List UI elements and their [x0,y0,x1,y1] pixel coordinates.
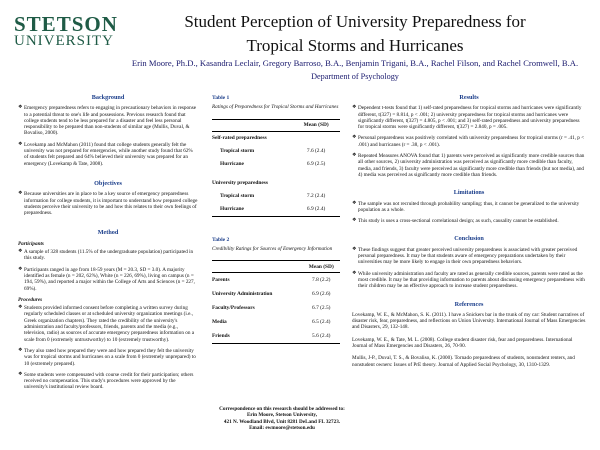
table1-label: Table 1 [212,95,230,101]
table1-row-label: Hurricane [220,160,244,167]
table1-row-label: Tropical storm [220,192,255,199]
table1-row-value: 7.2 (2.4) [306,192,326,199]
table1-caption: Ratings of Preparedness for Tropical Storms and Hurricanes [212,104,339,111]
procedures-bullet: ❖ Students provided informed consent before completing a written survey during regularly scheduled classes or at scheduled university organization meetings (i.e., Greek organization chapters). They rated the credibility of the university's administration and faculty/professors, friends, parents and the media (e.g., television, radio) as sources of accurate emergency preparedness information on a scale from 0 (extremely untrustworthy) to 10 (extremely trustworthy). [18,305,198,343]
results-bullet: ❖ Dependent t-tests found that 1) self-rated preparedness for tropical storms and hurricanes were significantly different, t(327) = 8.814, p < .001; 2) university preparedness for tropical storms and hurricanes were significantly different, t(327) = 4.805, p < .001; and 3) self-rated preparedness and university preparedness for tropical storms were significantly different, t(327) = 2.840, p = .005. [352,105,586,130]
table2-row-label: Friends [212,329,302,344]
poster-title [120,10,590,58]
table1-row-value: 7.6 (2.4) [306,147,326,154]
stetson-logo [14,12,118,49]
table2-row-label: Faculty/Professors [212,305,255,312]
table1-col-header: Mean (SD) [292,119,340,131]
table1-group-label: University preparedness [212,179,268,186]
table2-label: Table 2 [212,236,230,243]
procedures-subheading: Procedures [18,296,43,303]
left-column [18,95,198,396]
conclusion-bullet: ❖ While university administration and faculty are rated as generally credible sources, parents were rated as the most credible. It may be that providing information to parents about discussing emergency preparedness with their children may be an effective approach to increase student preparedness. [352,271,586,290]
results-bullet: ❖ Repeated Measures ANOVA found that 1) parents were perceived as significantly more credible sources than all other sources, 2) university administration was perceived as significantly more credible than faculty, media, and friends, 3) faculty were perceived as significantly more credible than friends (but not media), and 4) media was perceived as significantly more credible than friends. [352,153,586,178]
logo-line-1: STETSON [14,12,118,36]
right-column [352,95,586,374]
participants-bullet: ❖ Participants ranged in age from 18-59 years (M = 20.3, SD = 3.0). A majority identified as female (n = 202, 62%), White (n = 226, 69%), living on campus (n = 194, 59%), and reported a major within the College of Arts and Sciences (n = 227, 69%). [18,267,198,292]
results-heading: Results [459,94,479,101]
limitations-bullet: ❖ The sample was not recruited through probability sampling; thus, it cannot be generalized to the university population as a whole. [352,201,586,214]
table2-row-value: 5.6 (2.4) [302,329,340,344]
table2-row-label: University Administration [212,291,273,298]
logo-line-2: UNIVERSITY [14,33,114,49]
table1-row-label: Hurricane [212,203,292,217]
contact-email: Email: ewmoore@stetson.edu [249,424,315,431]
background-bullet: ❖ Lovekamp and McMahon (2011) found that college students generally felt the university was not prepared for emergencies, while another study found that 62% of students felt prepared and 64% believed their university was prepared for an emergency (Lovekamp & Tate, 2008). [18,142,198,167]
results-bullet: ❖ Personal preparedness was positively correlated with university preparedness for tropical storms (r = .41, p < .001) and hurricanes (r = .38, p < .001). [352,135,586,148]
table1-row-label: Tropical storm [220,147,255,154]
table2-row-value: 6.9 (2.6) [312,291,331,298]
table2-row-value: 6.7 (2.5) [312,305,331,312]
table2-row-value: 6.5 (2.4) [312,319,331,326]
table2-row-label: Media [212,319,227,326]
reference-item: Lovekamp, W. E., & Tate, M. L. (2008). College student disaster risk, fear and preparedness. International Journal of Mass Emergencies and Disasters, 26, 70-90. [352,336,573,350]
conclusion-bullet: ❖ These findings suggest that greater perceived university preparedness is associated with greater perceived personal preparedness. It may be that students aware of emergency preparations undertaken by their universities may be more likely to engage in their own preparedness behaviors. [352,247,586,266]
table1-group-label: Self-rated preparedness [212,134,267,141]
table2-col-header: Mean (SD) [302,261,340,273]
table1-row-value: 6.9 (2.5) [306,160,326,167]
middle-column [212,95,340,344]
table1 [212,119,340,217]
limitations-bullet: ❖ This study is uses a cross-sectional correlational design; as such, causality cannot be established. [352,218,586,224]
procedures-bullet: ❖ Some students were compensated with course credit for their participation; others received no compensation. This study's procedures were approved by the university's institutional review board. [18,372,198,391]
table2-row-value: 7.8 (2.2) [312,277,331,284]
table1-row-value: 6.9 (2.4) [292,203,340,217]
authors: Erin Moore, Ph.D., Kasandra Leclair, Gregory Barroso, B.A., Benjamin Trigani, B.A., Rachel Filson, and Rachel Cromwell, B.A. [131,58,579,68]
background-bullet: ❖ Emergency preparedness refers to engaging in precautionary behaviors in response to a potential threat to one's life and possessions. Previous research found that college students tend to be less prepared for a disaster and feel less personal responsibility to be prepared than non-students of similar age (Mullis, Duval, & Bovaliso, 2000). [18,105,198,136]
procedures-bullet: ❖ They also rated how prepared they were and how prepared they felt the university was for tropical storms and hurricanes on a scale from 0 (extremely unprepared) to 10 (extremely prepared). [18,348,198,367]
contact-info [212,406,352,431]
participants-bullet: ❖ A sample of 328 students (11.5% of the undergraduate population) participated in this study. [18,249,198,262]
method-heading: Method [97,229,119,237]
participants-subheading: Participants [18,240,44,247]
contact-line: Correspondence on this research should be addressed to: [219,406,345,412]
limitations-heading: Limitations [453,189,485,197]
title-line-1: Student Perception of University Preparedness for [184,12,526,31]
objectives-bullet: ❖ Because universities are in place to be a key source of emergency preparedness information for college students, it is important to understand how prepared college students perceive their university to be and how this relates to their own feelings of preparedness. [18,191,198,216]
table2-row-label: Parents [212,277,230,284]
title-line-2: Tropical Storms and Hurricanes [246,36,464,55]
table2-caption: Credibility Ratings for Sources of Emergency Information [212,245,333,252]
department: Department of Psychology [311,72,399,81]
references-heading: References [454,300,484,308]
objectives-heading: Objectives [94,179,122,187]
contact-line: Erin Moore, Stetson University, [246,412,318,419]
background-heading: Background [91,94,125,101]
contact-line: 421 N. Woodland Blvd, Unit 8281 DeLand FL 32723. [223,418,341,425]
reference-item: Mullis, J-P., Duval, T. S., & Bovaliso, K. (2000). Tornado preparedness of students, nonstudent renters, and nonstudent owners: Issues of PrE theory. Journal of Applied Social Psychology, 30, 1310-1329. [352,355,575,368]
conclusion-heading: Conclusion [454,235,484,243]
table2 [212,260,340,344]
reference-item: Lovekamp, W. E., & McMahon, S. K. (2011). I have a Snickers bar in the trunk of my car: Student narratives of disaster risk, fear, preparedness, and reflections on Union University. International Journal of Mass Emergencies and Disasters, 29, 132-148. [352,311,586,331]
